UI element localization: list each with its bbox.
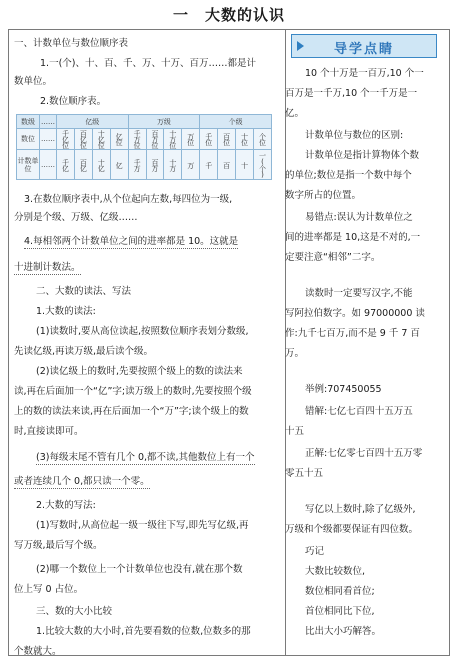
text-line: 位上写 0 占位。 [14,584,84,595]
text-line: 计数单位与数位的区别: [305,130,404,141]
text-line: (2)读亿级上的数时,先要按照个级上的数的读法来 [36,366,243,377]
table-cell: 亿 [110,150,128,180]
table-header-cell: 亿级 [57,115,129,129]
text-line: 定要注意“相邻”二字。 [285,252,381,263]
table-cell: 十亿位 [92,129,110,150]
table-cell: 个位 [253,129,271,150]
text-line: 先读亿级,再读万级,最后读个级。 [14,346,154,357]
table-row-label: 数位 [17,129,40,150]
table-header-cell: …… [40,115,57,129]
text-line: 1.大数的读法: [36,306,96,317]
table-cell: …… [40,150,57,180]
table-header-cell: 万级 [128,115,200,129]
table-cell: 千 [200,150,218,180]
text-line: 比出大小巧解答。 [305,626,382,637]
text-line: 分别是个级、万级、亿级…… [14,212,138,223]
text-line: 万级和个级都要保证有四位数。 [285,524,419,535]
table-cell: 十 [236,150,254,180]
table-cell: 亿位 [110,129,128,150]
text-line: 数位相同看首位; [305,586,375,597]
text-line: 万。 [285,348,305,359]
text-line: 3.在数位顺序表中,从个位起向左数,每四位为一级, [24,194,233,205]
table-header-cell: 数级 [17,115,40,129]
text-line: (1)写数时,从高位起一级一级往下写,即先写亿级,再 [36,520,249,531]
text-line: 间的进率都是 10,这是不对的,一 [285,232,421,243]
text-line: (3)每级末尾不管有几个 0,都不读,其他数位上有一个 [36,452,255,463]
column-divider [285,30,286,655]
text-line: 2.数位顺序表。 [40,96,107,107]
table-cell: 千位 [200,129,218,150]
text-line: 数单位。 [14,76,53,87]
text-line: 易错点:误认为计数单位之 [305,212,413,223]
text-line: 个数就大。 [14,646,62,657]
text-line: 10 个十万是一百万,10 个一 [305,68,424,79]
text-line: 十进制计数法。 [14,262,81,273]
text-line: 写阿拉伯数字。如 97000000 读 [285,308,425,319]
text-line: 首位相同比下位, [305,606,375,617]
table-row-label: 计数单位 [17,150,40,180]
text-line: 作:九千七百万,而不是 9 千 7 百 [285,328,420,339]
table-cell: 一(个) [253,150,271,180]
table-header-cell: 个级 [200,115,272,129]
guide-badge [291,34,437,58]
text-line: (1)读数时,要从高位读起,按照数位顺序表划分数级, [36,326,249,337]
table-cell: 百万 [146,150,164,180]
text-line: 的单位;数位是指一个数中每个 [285,170,412,181]
table-cell: 百万位 [146,129,164,150]
table-cell: 千万 [128,150,146,180]
text-line: 计数单位是指计算物体个数 [305,150,420,161]
guide-badge-label: 导学点睛 [333,42,394,57]
text-line: 十五 [285,426,305,437]
page-title: 一 大数的认识 [172,6,285,24]
table-cell: …… [40,129,57,150]
text-line: 举例:707450055 [305,384,382,395]
text-line: 大数比较数位, [305,566,366,577]
text-line: 正解:七亿零七百四十五万零 [305,448,423,459]
text-line: 数字所占的位置。 [285,190,362,201]
text-line: 亿。 [285,108,305,119]
table-cell: 百亿位 [74,129,92,150]
table-cell: 百 [218,150,236,180]
text-line: 错解:七亿七百四十五万五 [305,406,413,417]
text-line: 读数时一定要写汉字,不能 [305,288,413,299]
text-line: 读,再在后面加一个“亿”字;读万级上的数时,先要按照个级 [14,386,252,397]
section-heading-2: 二、大数的读法、写法 [36,286,132,297]
section-heading-1: 一、计数单位与数位顺序表 [14,38,129,49]
table-cell: 万 [182,150,200,180]
table-cell: 十万 [164,150,182,180]
text-line: 4.每相邻两个计数单位之间的进率都是 10。这就是 [24,236,239,247]
text-line: 巧记 [305,546,325,557]
text-line: 上的数的读法来读,再在后面加一个“万”字;读个级上的数 [14,406,249,417]
text-line: 写亿以上数时,除了亿级外, [305,504,416,515]
place-value-table [16,114,272,180]
table-cell: 百亿 [74,150,92,180]
table-cell: 千亿位 [57,129,75,150]
text-line: (2)哪一个数位上一个计数单位也没有,就在那个数 [36,564,243,575]
text-line: 1.一(个)、十、百、千、万、十万、百万……都是计 [40,58,256,69]
text-line: 2.大数的写法: [36,500,96,511]
table-cell: 百位 [218,129,236,150]
table-cell: 千亿 [57,150,75,180]
table-cell: 十亿 [92,150,110,180]
table-cell: 千万位 [128,129,146,150]
table-cell: 万位 [182,129,200,150]
text-line: 或者连续几个 0,都只读一个零。 [14,476,150,487]
text-line: 零五十五 [285,468,324,479]
text-line: 写万级,最后写个级。 [14,540,103,551]
text-line: 百万是一千万,10 个一千万是一 [285,88,418,99]
table-cell: 十位 [236,129,254,150]
text-line: 时,直接读即可。 [14,426,84,437]
section-heading-3: 三、数的大小比较 [36,606,113,617]
table-cell: 十万位 [164,129,182,150]
text-line: 1.比较大数的大小时,首先要看数的位数,位数多的那 [36,626,251,637]
